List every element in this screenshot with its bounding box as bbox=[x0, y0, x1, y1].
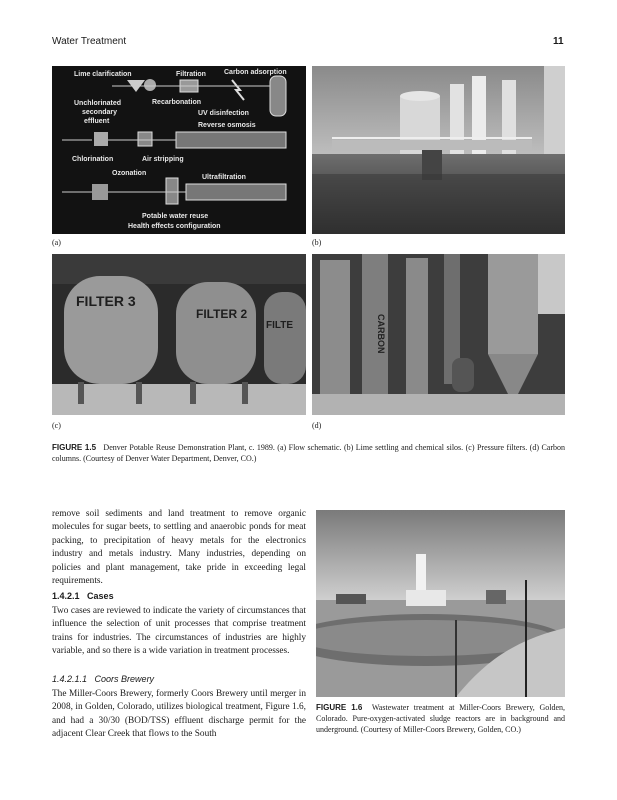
panel-label-c: (c) bbox=[52, 421, 61, 430]
recarbonation-icon bbox=[144, 79, 156, 91]
subsection-heading: 1.4.2.1.1 Coors Brewery bbox=[52, 674, 155, 684]
schem-label-unchlor-1: Unchlorinated bbox=[74, 100, 122, 107]
figure-1-5-caption bbox=[52, 442, 565, 464]
running-head-title: Water Treatment bbox=[52, 36, 127, 47]
carbon-column-icon bbox=[270, 76, 286, 116]
figure-1-5-label: FIGURE 1.5 bbox=[52, 443, 97, 452]
section-heading: 1.4.2.1 Cases bbox=[52, 591, 114, 601]
air-stripping-icon bbox=[138, 132, 152, 146]
schem-label-health: Health effects configuration bbox=[128, 223, 221, 230]
panel-label-a: (a) bbox=[52, 238, 61, 247]
schem-label-ultra: Ultrafiltration bbox=[202, 174, 246, 181]
figure-1-6-label: FIGURE 1.6 bbox=[316, 703, 363, 712]
uf-unit-icon bbox=[186, 184, 286, 200]
figure-1-6-photo bbox=[316, 510, 565, 697]
page-number: 11 bbox=[553, 36, 564, 47]
chlorine-icon bbox=[166, 178, 178, 204]
schem-label-chlorination: Chlorination bbox=[72, 156, 114, 163]
panel-label-b: (b) bbox=[312, 238, 322, 247]
figure-1-5c-photo bbox=[52, 254, 306, 415]
figure-1-5a-schematic bbox=[52, 66, 306, 234]
filter-1-text: FILTE bbox=[266, 320, 294, 331]
schem-label-uv: UV disinfection bbox=[198, 110, 249, 117]
figure-1-5d-photo bbox=[312, 254, 565, 415]
schem-label-potable: Potable water reuse bbox=[142, 213, 209, 220]
schem-label-filtration: Filtration bbox=[176, 71, 206, 78]
ozonation-icon bbox=[92, 184, 108, 200]
figure-1-5b-photo bbox=[312, 66, 565, 234]
body-paragraph-3: The Miller-Coors Brewery, formerly Coors Brewery until merger in 2008, in Golden, Colorado, utilizes biological treatment, Figure 1.6, and had a 30/30 (BOD/TSS) effluent discharge permit for the adjacent Clear Creek that flows to the South bbox=[52, 689, 306, 740]
filter-3-text: FILTER 3 bbox=[76, 293, 136, 309]
schem-label-carbon: Carbon adsorption bbox=[224, 69, 287, 76]
carbon-column-text: CARBON bbox=[376, 314, 386, 354]
panel-label-d: (d) bbox=[312, 421, 322, 430]
filter-2-text: FILTER 2 bbox=[196, 307, 248, 321]
schem-label-recarbonation: Recarbonation bbox=[152, 99, 202, 106]
schem-label-unchlor-2: secondary bbox=[82, 109, 118, 116]
ro-unit-icon bbox=[176, 132, 286, 148]
schem-label-air: Air stripping bbox=[142, 156, 184, 163]
figure-1-6-caption bbox=[316, 702, 565, 735]
figure-1-6-text: Wastewater treatment at Miller-Coors Brewery, Golden, Colorado. Pure-oxygen-activated sludge reactors are in background and underground. (Courtesy of Miller-Coors Brewery, Golden, CO.) bbox=[316, 703, 566, 734]
schem-label-ro: Reverse osmosis bbox=[198, 122, 256, 129]
body-paragraph-1: remove soil sediments and land treatment to remove organic molecules for sugar beets, to settling and anaerobic ponds for meat packing, to precipitation of heavy metals for the electronics industry and metals industry. Many industries, depending on policies and plant management, take pride in exceeding legal requirements. bbox=[52, 509, 306, 587]
schem-label-ozonation: Ozonation bbox=[112, 170, 147, 177]
schem-label-unchlor-3: effluent bbox=[84, 118, 110, 125]
schem-label-lime: Lime clarification bbox=[74, 71, 132, 78]
figure-1-5-text: Denver Potable Reuse Demonstration Plant, c. 1989. (a) Flow schematic. (b) Lime settling and chemical silos. (c) Pressure filters. (d) Carbon columns. (Courtesy of Denver Water Department, Denver, CO.) bbox=[52, 443, 565, 463]
chlorination-icon bbox=[94, 132, 108, 146]
body-paragraph-2: Two cases are reviewed to indicate the variety of circumstances that influence the selection of unit processes that comprise treatment trains for industries. The circumstances of industries are highly variable, and so there is a wide variation in treatment processes. bbox=[52, 606, 306, 657]
